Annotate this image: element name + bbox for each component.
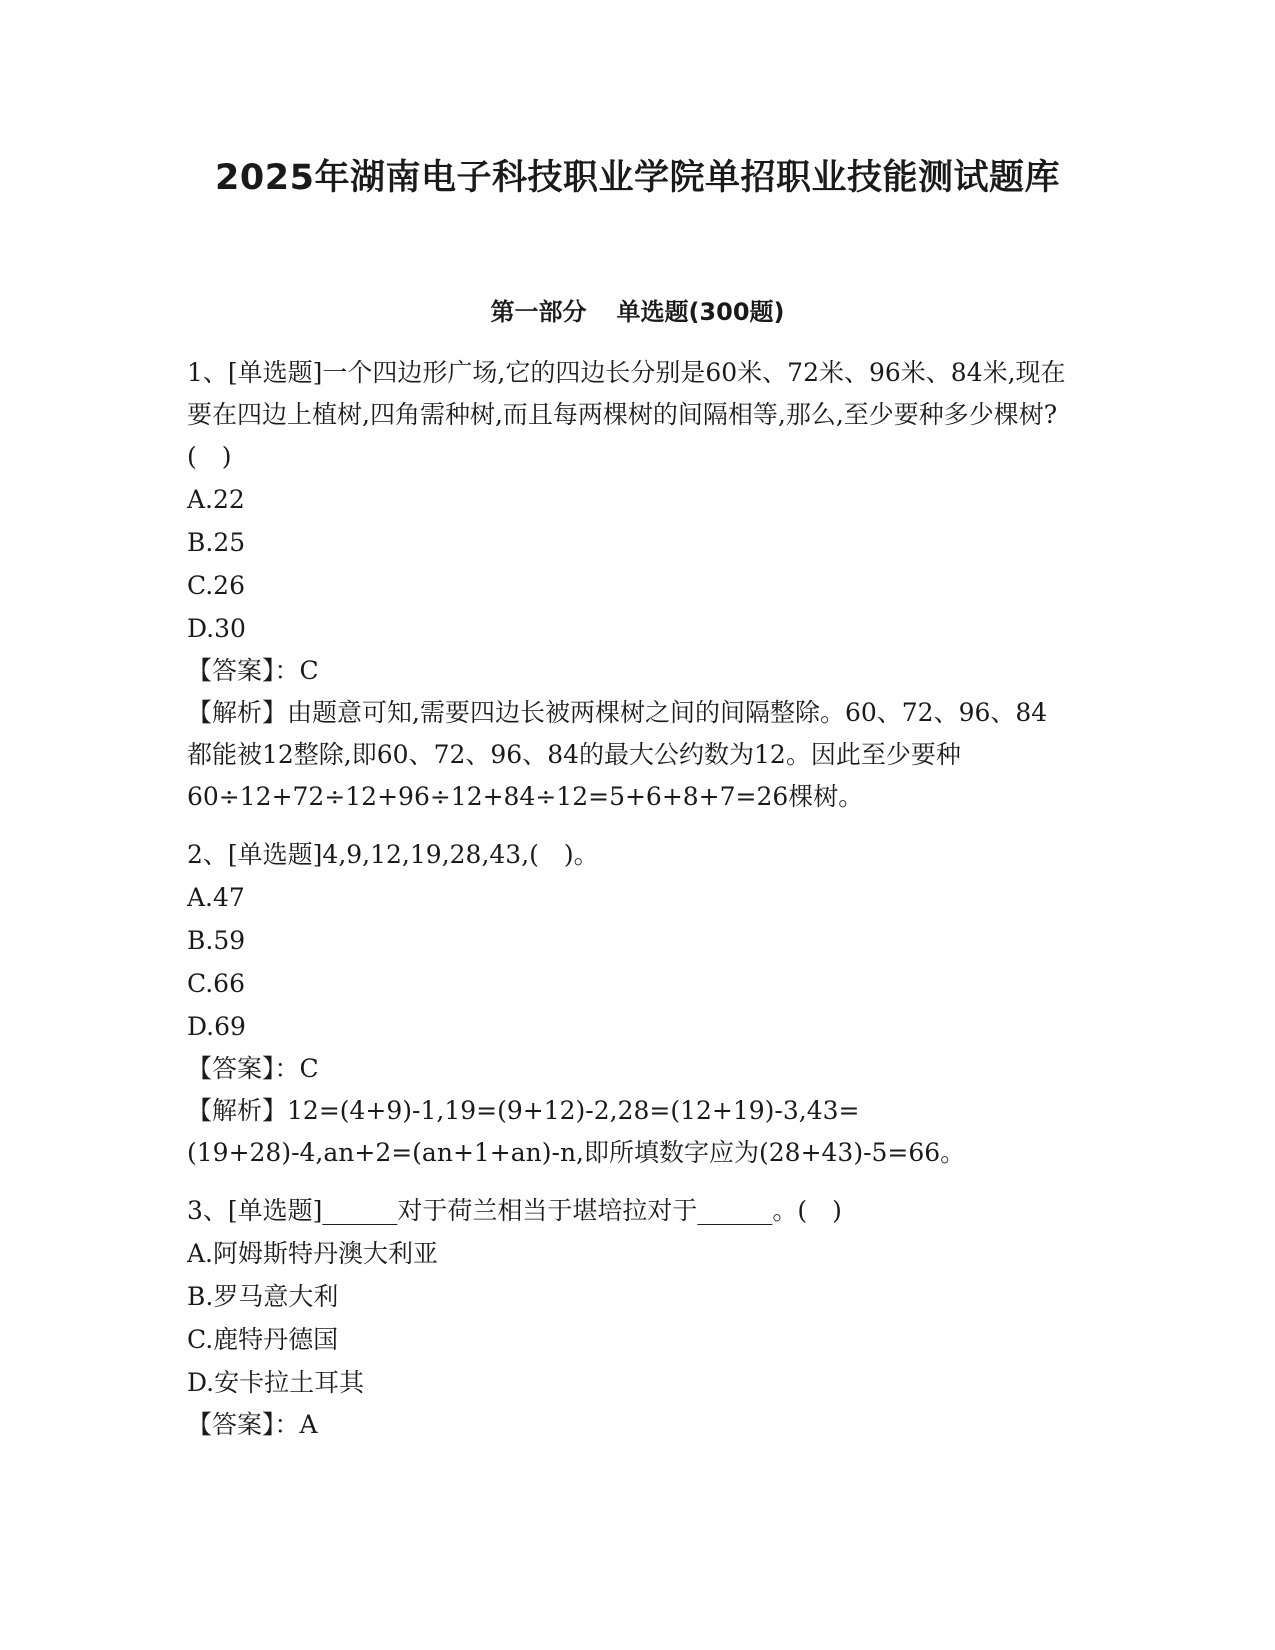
option-b: B.59 — [187, 926, 246, 955]
option-b: B.罗马意大利 — [187, 1282, 339, 1311]
option-c: C.66 — [187, 969, 245, 998]
answer-value: A — [299, 1410, 318, 1439]
question-3 — [187, 1190, 1067, 1446]
answer-label: 【答案】： — [187, 656, 300, 685]
section-title — [0, 292, 1275, 327]
option-d: D.安卡拉土耳其 — [187, 1368, 365, 1397]
option-a: A.阿姆斯特丹澳大利亚 — [187, 1239, 439, 1268]
answer-value: C — [299, 1054, 319, 1083]
option-d: D.30 — [187, 614, 246, 643]
option-a: A.47 — [187, 883, 245, 912]
analysis-label: 【解析】 — [187, 698, 288, 727]
analysis-line — [187, 692, 1067, 818]
answer-line — [187, 1048, 1067, 1090]
analysis-label: 【解析】 — [187, 1096, 288, 1125]
analysis-text: 由题意可知,需要四边长被两棵树之间的间隔整除。60、72、96、84都能被12整除,即60、72、96、84的最大公约数为12。因此至少要种60÷12+72÷12+96÷12+84÷12=5+6+8+7=26棵树。 — [187, 698, 1048, 811]
answer-label: 【答案】： — [187, 1054, 300, 1083]
answer-line — [187, 1404, 1067, 1446]
option-b: B.25 — [187, 528, 246, 557]
analysis-line — [187, 1090, 1067, 1174]
question-stem: 2、[单选题]4,9,12,19,28,43,( )。 — [187, 840, 599, 869]
question-1 — [187, 352, 1067, 818]
document-title: 2025年湖南电子科技职业学院单招职业技能测试题库 — [215, 158, 1060, 198]
option-c: C.鹿特丹德国 — [187, 1325, 339, 1354]
option-d: D.69 — [187, 1012, 246, 1041]
option-c: C.26 — [187, 571, 245, 600]
answer-label: 【答案】： — [187, 1410, 300, 1439]
question-stem: 1、[单选题]一个四边形广场,它的四边长分别是60米、72米、96米、84米,现在要在四边上植树,四角需种树,而且每两棵树的间隔相等,那么,至少要种多少棵树?( ) — [187, 358, 1066, 471]
answer-line — [187, 650, 1067, 692]
analysis-text: 12=(4+9)-1,19=(9+12)-2,28=(12+19)-3,43=(19+28)-4,an+2=(an+1+an)-n,即所填数字应为(28+43)-5=66。 — [187, 1096, 966, 1167]
answer-value: C — [299, 656, 319, 685]
section-part: 第一部分 — [490, 298, 587, 326]
question-stem: 3、[单选题]______对于荷兰相当于堪培拉对于______。( ) — [187, 1196, 842, 1225]
question-2 — [187, 834, 1067, 1174]
question-list — [187, 352, 1067, 1462]
section-name: 单选题(300题) — [616, 298, 785, 326]
option-a: A.22 — [187, 485, 245, 514]
